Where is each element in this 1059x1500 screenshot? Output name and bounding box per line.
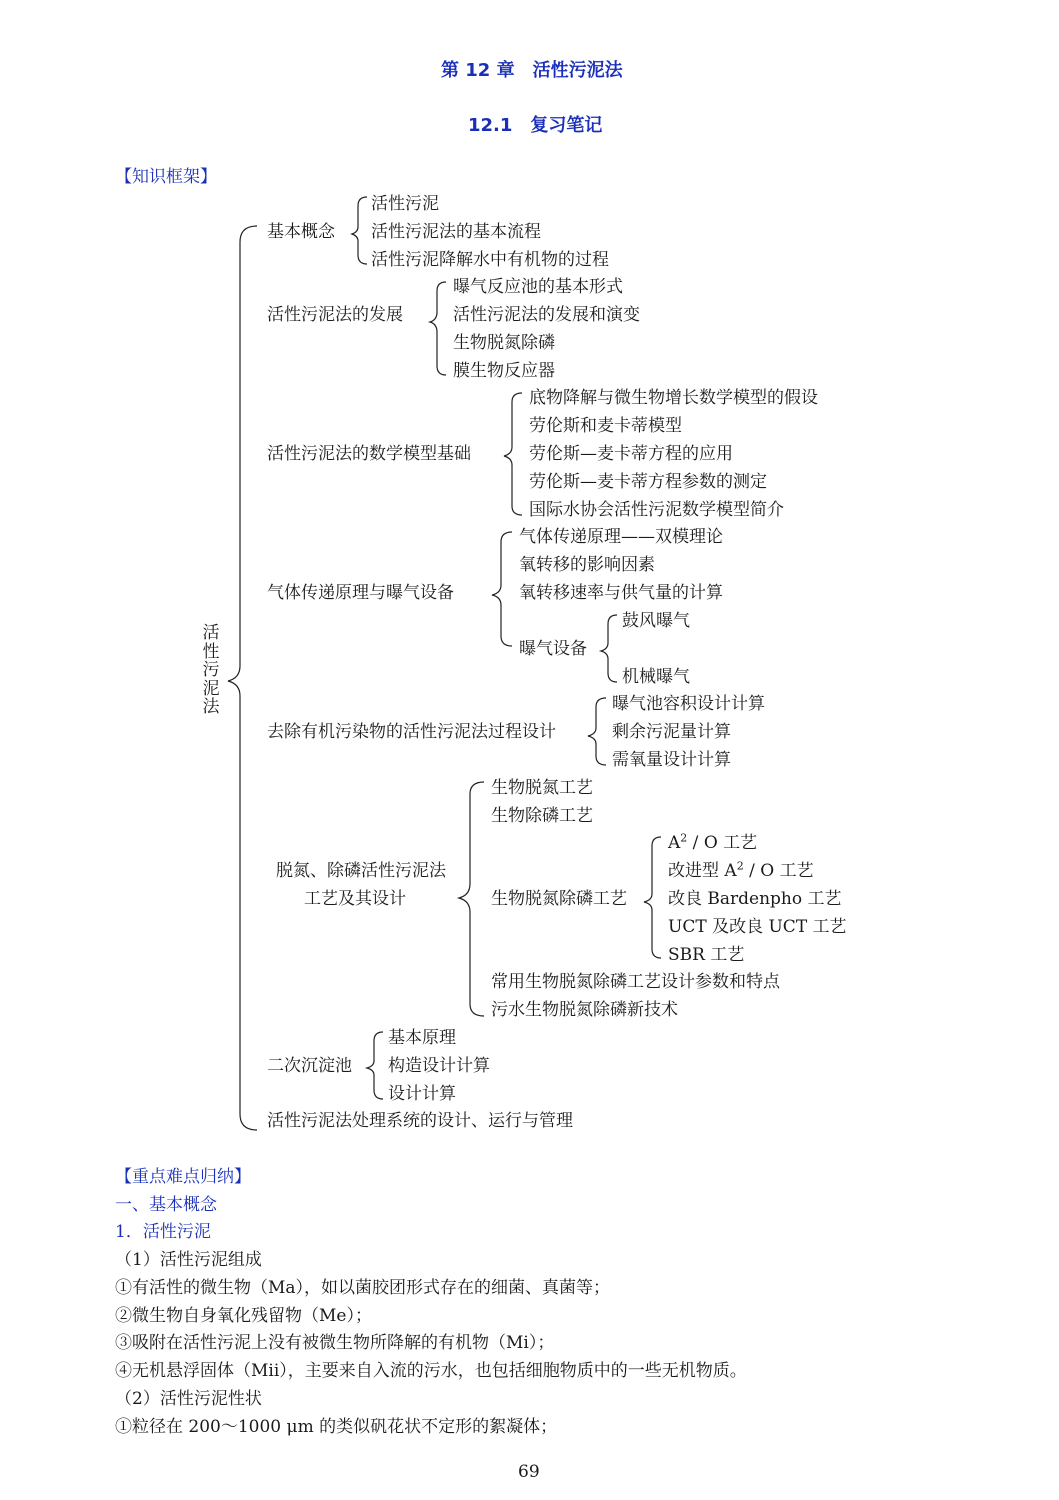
paragraph-composition: （1）活性污泥组成 [115, 1250, 262, 1270]
node-gas-transfer: 气体传递原理与曝气设备 [267, 583, 454, 603]
node-nutrient-removal-line1: 脱氮、除磷活性污泥法 [276, 861, 446, 881]
leaf-math-4: 劳伦斯—麦卡蒂方程参数的测定 [529, 472, 767, 492]
leaf-sbr: SBR 工艺 [668, 945, 745, 965]
node-bnr-process: 生物脱氮除磷工艺 [491, 889, 627, 909]
leaf-sed-2: 构造设计计算 [388, 1056, 490, 1076]
leaf-math-3: 劳伦斯—麦卡蒂方程的应用 [529, 444, 733, 464]
leaf-basic-3: 活性污泥降解水中有机物的过程 [371, 250, 609, 270]
node-operations: 活性污泥法处理系统的设计、运行与管理 [267, 1111, 573, 1131]
leaf-math-1: 底物降解与微生物增长数学模型的假设 [529, 388, 818, 408]
leaf-dev-1: 曝气反应池的基本形式 [453, 277, 623, 297]
paragraph-item-3: ③吸附在活性污泥上没有被微生物所降解的有机物（Mi）； [115, 1333, 555, 1353]
leaf-dev-2: 活性污泥法的发展和演变 [453, 305, 640, 325]
key-points-label: 【重点难点归纳】 [115, 1167, 251, 1187]
leaf-uct: UCT 及改良 UCT 工艺 [668, 917, 847, 937]
paragraph-item-1: ①有活性的微生物（Ma），如以菌胶团形式存在的细菌、真菌等； [115, 1278, 611, 1298]
leaf-nitro-1: 生物脱氮工艺 [491, 778, 593, 798]
leaf-nitro-2: 生物除磷工艺 [491, 806, 593, 826]
node-nutrient-removal-line2: 工艺及其设计 [304, 889, 406, 909]
paragraph-item-5: ①粒径在 200～1000 μm 的类似矾花状不定形的絮凝体； [115, 1417, 558, 1437]
leaf-dev-3: 生物脱氮除磷 [453, 333, 555, 353]
paragraph-properties: （2）活性污泥性状 [115, 1389, 262, 1409]
leaf-basic-2: 活性污泥法的基本流程 [371, 222, 541, 242]
node-development: 活性污泥法的发展 [267, 305, 403, 325]
leaf-a2o-modified: 改进型 $A^2$ / O 工艺 [668, 859, 814, 881]
leaf-sed-1: 基本原理 [388, 1028, 456, 1048]
heading-level1: 一、基本概念 [115, 1195, 217, 1215]
leaf-equip-1: 鼓风曝气 [622, 611, 690, 631]
leaf-bardenpho: 改良 Bardenpho 工艺 [668, 889, 842, 909]
leaf-sed-3: 设计计算 [388, 1084, 456, 1104]
leaf-a2o: $A^2$ / O 工艺 [668, 831, 758, 853]
chapter-title: 第 12 章 活性污泥法 [441, 60, 623, 81]
leaf-gas-1: 气体传递原理——双模理论 [519, 527, 723, 547]
leaf-gas-3: 氧转移速率与供气量的计算 [519, 583, 723, 603]
leaf-design-3: 需氧量设计计算 [612, 750, 731, 770]
node-aeration-equipment: 曝气设备 [519, 639, 587, 659]
heading-level2: 1．活性污泥 [115, 1222, 211, 1242]
paragraph-item-2: ②微生物自身氧化残留物（Me）； [115, 1306, 372, 1326]
leaf-design-1: 曝气池容积设计计算 [612, 694, 765, 714]
page-number: 69 [518, 1462, 540, 1482]
framework-label: 【知识框架】 [115, 167, 217, 187]
node-math-models: 活性污泥法的数学模型基础 [267, 444, 471, 464]
leaf-nitro-params: 常用生物脱氮除磷工艺设计参数和特点 [491, 972, 780, 992]
leaf-equip-2: 机械曝气 [622, 667, 690, 687]
section-title: 12.1 复习笔记 [468, 115, 603, 136]
leaf-gas-2: 氧转移的影响因素 [519, 555, 655, 575]
node-secondary-clarifier: 二次沉淀池 [267, 1056, 352, 1076]
node-process-design: 去除有机污染物的活性污泥法过程设计 [267, 722, 556, 742]
leaf-dev-4: 膜生物反应器 [453, 361, 555, 381]
root-label: 活 性 污 泥 法 [202, 623, 220, 717]
leaf-math-2: 劳伦斯和麦卡蒂模型 [529, 416, 682, 436]
node-basic-concepts: 基本概念 [267, 222, 335, 242]
leaf-math-5: 国际水协会活性污泥数学模型简介 [529, 500, 784, 520]
leaf-nitro-new-tech: 污水生物脱氮除磷新技术 [491, 1000, 678, 1020]
leaf-basic-1: 活性污泥 [371, 194, 439, 214]
paragraph-item-4: ④无机悬浮固体（Mii），主要来自入流的污水，也包括细胞物质中的一些无机物质。 [115, 1361, 747, 1381]
leaf-design-2: 剩余污泥量计算 [612, 722, 731, 742]
